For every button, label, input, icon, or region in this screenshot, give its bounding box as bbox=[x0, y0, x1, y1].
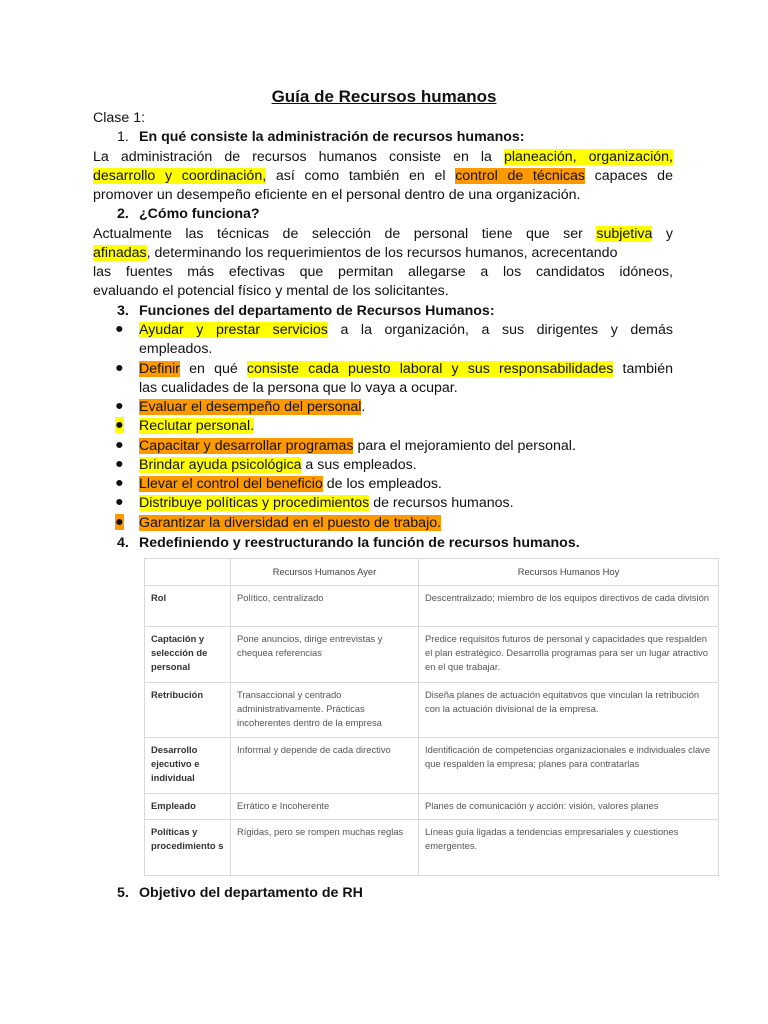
bullet-icon: ● bbox=[115, 456, 124, 472]
text-span: y bbox=[665, 226, 673, 242]
section-1-line-2 bbox=[93, 167, 673, 186]
function-item-2-cont: las cualidades de la persona que lo vaya a ocupar. bbox=[139, 380, 458, 396]
bullet-icon: ● bbox=[115, 437, 124, 453]
table-header-cell: Recursos Humanos Ayer bbox=[231, 559, 419, 586]
section-1-line-1 bbox=[93, 148, 673, 167]
row-label: Captación y selección de personal bbox=[145, 627, 231, 683]
function-item-4 bbox=[139, 417, 673, 436]
hoy-cell: Descentralizado; miembro de los equipos directivos de cada división bbox=[419, 586, 719, 627]
function-item-6 bbox=[139, 456, 673, 475]
bullet-icon: ● bbox=[115, 417, 124, 433]
highlight-yellow: subjetiva bbox=[596, 226, 653, 242]
bullet-icon: ● bbox=[115, 321, 124, 337]
row-label: Empleado bbox=[145, 794, 231, 820]
text-span: a sus empleados. bbox=[305, 457, 417, 473]
text-span: así como también en el bbox=[275, 168, 446, 184]
section-2-line-4: evaluando el potencial físico y mental de los solicitantes. bbox=[93, 283, 449, 299]
text-span: para el mejoramiento del personal. bbox=[357, 438, 576, 454]
bullet-icon: ● bbox=[115, 398, 124, 414]
hr-comparison-table bbox=[144, 558, 719, 876]
hoy-cell: Diseña planes de actuación equitativos que vinculan la retribución con la actuación divisional de la empresa. bbox=[419, 683, 719, 738]
section-3-title: Funciones del departamento de Recursos Humanos: bbox=[139, 303, 495, 319]
section-2-title: ¿Cómo funciona? bbox=[139, 206, 260, 222]
section-2-line-3: las fuentes más efectivas que permitan allegarse a los candidatos idóneos, bbox=[93, 264, 673, 280]
function-item-1-cont: empleados. bbox=[139, 341, 213, 357]
section-1-number: 1. bbox=[117, 129, 129, 145]
section-4-number: 4. bbox=[117, 535, 129, 551]
function-item-2 bbox=[139, 360, 673, 379]
text-span: , determinando los requerimientos de los recursos humanos, acrecentando bbox=[146, 245, 618, 261]
highlight-yellow: desarrollo y coordinación, bbox=[93, 168, 267, 184]
row-label: Políticas y procedimiento s bbox=[145, 820, 231, 876]
ayer-cell: Rígidas, pero se rompen muchas reglas bbox=[231, 820, 419, 876]
text-span: capaces de bbox=[594, 168, 673, 184]
highlight-yellow: Reclutar personal. bbox=[139, 418, 255, 434]
section-5-title: Objetivo del departamento de RH bbox=[139, 885, 363, 901]
highlight-orange: Capacitar y desarrollar programas bbox=[139, 438, 354, 454]
bullet-icon: ● bbox=[115, 494, 124, 510]
row-label: Desarrollo ejecutivo e individual bbox=[145, 738, 231, 794]
ayer-cell: Errático e Incoherente bbox=[231, 794, 419, 820]
highlight-yellow: afinadas bbox=[93, 245, 147, 261]
text-span: también bbox=[622, 361, 673, 377]
hoy-cell: Líneas guía ligadas a tendencias empresariales y cuestiones emergentes. bbox=[419, 820, 719, 876]
table-row bbox=[145, 683, 719, 738]
text-span: de los empleados. bbox=[326, 476, 442, 492]
section-2-line-1 bbox=[93, 225, 673, 244]
table-row bbox=[145, 627, 719, 683]
ayer-cell: Transaccional y centrado administrativamente. Prácticas incoherentes dentro de la empresa bbox=[231, 683, 419, 738]
function-item-3 bbox=[139, 398, 673, 417]
text-span: en qué bbox=[189, 361, 238, 377]
section-5-number: 5. bbox=[117, 885, 129, 901]
highlight-orange: control de técnicas bbox=[455, 168, 585, 184]
text-span: Actualmente las técnicas de selección de personal tiene que ser bbox=[93, 226, 583, 242]
table-row bbox=[145, 738, 719, 794]
section-2-line-2 bbox=[93, 244, 673, 263]
highlight-orange: Evaluar el desempeño del personal bbox=[139, 399, 362, 415]
row-label: Rol bbox=[145, 586, 231, 627]
table-header-cell: Recursos Humanos Hoy bbox=[419, 559, 719, 586]
text-span: La administración de recursos humanos consiste en la bbox=[93, 149, 492, 165]
section-2-number: 2. bbox=[117, 206, 129, 222]
section-1-title: En qué consiste la administración de recursos humanos: bbox=[139, 129, 525, 145]
highlight-orange: Garantizar la diversidad en el puesto de trabajo. bbox=[139, 515, 442, 531]
hoy-cell: Identificación de competencias organizacionales e individuales clave que respalden la empresa; planes para contratarlas bbox=[419, 738, 719, 794]
class-label: Clase 1: bbox=[93, 110, 146, 126]
document-title: Guía de Recursos humanos bbox=[271, 87, 497, 106]
highlight-yellow: consiste cada puesto laboral y sus responsabilidades bbox=[246, 361, 614, 377]
hoy-cell: Predice requisitos futuros de personal y capacidades que respalden el plan estratégico. Desarrolla programas para ser un lugar atractivo en el que trabajar. bbox=[419, 627, 719, 683]
hoy-cell: Planes de comunicación y acción: visión, valores planes bbox=[419, 794, 719, 820]
highlight-yellow: Ayudar y prestar servicios bbox=[139, 322, 328, 338]
function-item-1 bbox=[139, 321, 673, 340]
highlight-orange: Llevar el control del beneficio bbox=[139, 476, 323, 492]
bullet-icon: ● bbox=[115, 514, 124, 530]
text-span: de recursos humanos. bbox=[373, 495, 514, 511]
bullet-icon: ● bbox=[115, 360, 124, 376]
section-4-title: Redefiniendo y reestructurando la función de recursos humanos. bbox=[139, 535, 580, 551]
function-item-8 bbox=[139, 494, 673, 513]
table-header-cell bbox=[145, 559, 231, 586]
function-item-9 bbox=[139, 514, 673, 533]
table-row bbox=[145, 586, 719, 627]
ayer-cell: Pone anuncios, dirige entrevistas y chequea referencias bbox=[231, 627, 419, 683]
highlight-yellow: Distribuye políticas y procedimientos bbox=[139, 495, 370, 511]
text-span: a la organización, a sus dirigentes y demás bbox=[340, 322, 673, 338]
section-3-number: 3. bbox=[117, 303, 129, 319]
function-item-5 bbox=[139, 437, 673, 456]
highlight-yellow: planeación, organización, bbox=[504, 149, 674, 165]
table-row bbox=[145, 794, 719, 820]
text-span: . bbox=[361, 399, 366, 415]
table-row bbox=[145, 820, 719, 876]
table-header-row bbox=[145, 559, 719, 586]
bullet-icon: ● bbox=[115, 475, 124, 491]
section-1-line-3: promover un desempeño eficiente en el personal dentro de una organización. bbox=[93, 187, 581, 203]
ayer-cell: Político, centralizado bbox=[231, 586, 419, 627]
ayer-cell: Informal y depende de cada directivo bbox=[231, 738, 419, 794]
highlight-yellow: Brindar ayuda psicológica bbox=[139, 457, 302, 473]
highlight-orange: Definir bbox=[139, 361, 180, 377]
row-label: Retribución bbox=[145, 683, 231, 738]
function-item-7 bbox=[139, 475, 673, 494]
